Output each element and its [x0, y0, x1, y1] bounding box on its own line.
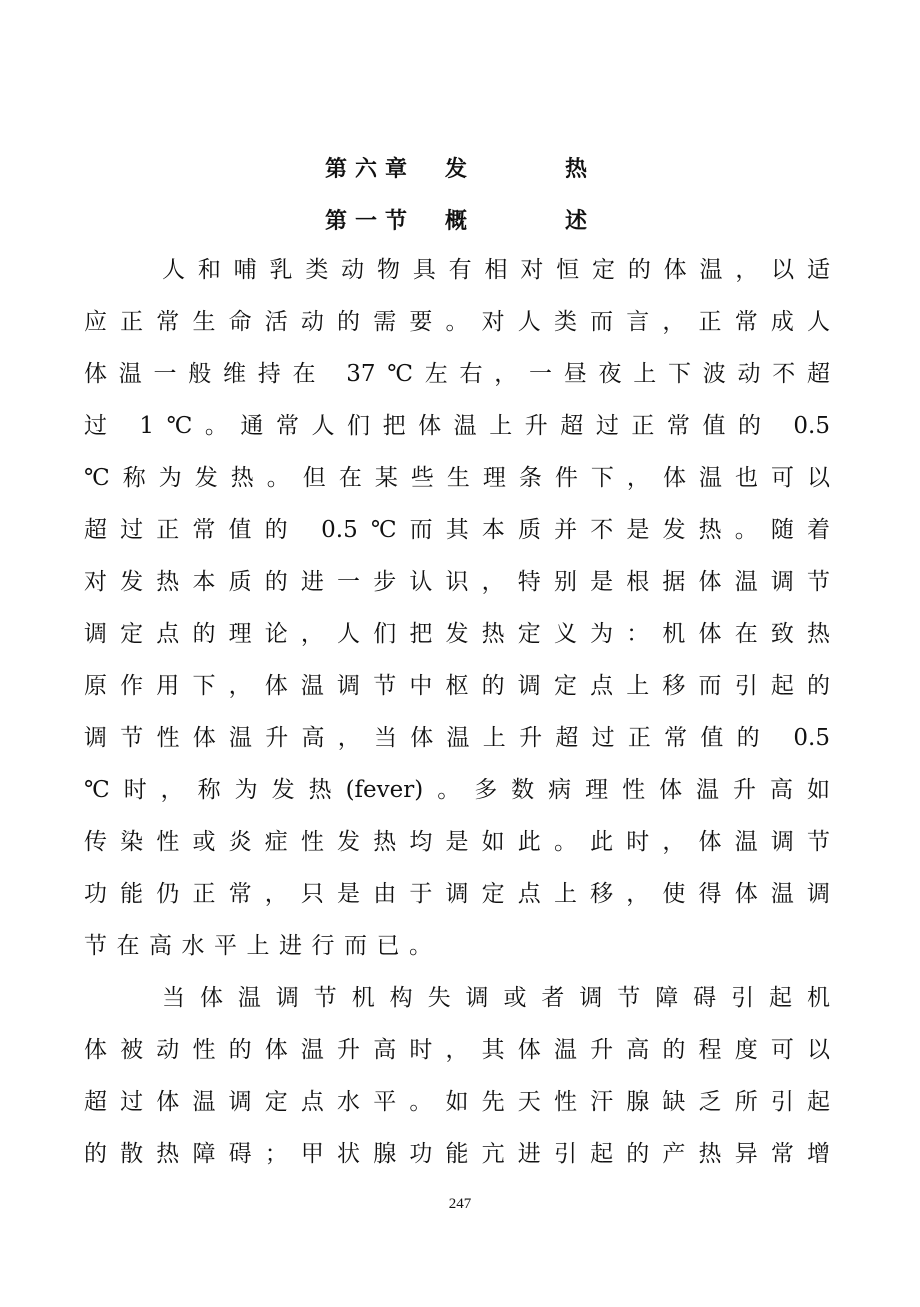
text-line: 应正常生命活动的需要。对人类而言，正常成人	[84, 309, 830, 335]
text-line: 超过体温调定点水平。如先天性汗腺缺乏所引起	[84, 1089, 830, 1115]
text-line: 人和哺乳类动物具有相对恒定的体温，以适	[162, 257, 830, 283]
text-line: 的散热障碍；甲状腺功能亢进引起的产热异常增	[84, 1141, 830, 1167]
page-number: 247	[448, 1196, 472, 1212]
text-line: 功能仍正常，只是由于调定点上移，使得体温调	[84, 881, 830, 907]
chapter-title: 第六章 发 热	[324, 157, 595, 182]
text-line: 过 1℃。通常人们把体温上升超过正常值的 0.5	[84, 413, 830, 439]
text-line: 超过正常值的 0.5℃而其本质并不是发热。随着	[84, 517, 830, 543]
section-title: 第一节 概 述	[324, 209, 595, 234]
text-line: 原作用下，体温调节中枢的调定点上移而引起的	[84, 673, 830, 699]
text-line: 传染性或炎症性发热均是如此。此时，体温调节	[84, 829, 830, 855]
text-line: 节在高水平上进行而已。	[84, 933, 442, 959]
text-line: 对发热本质的进一步认识，特别是根据体温调节	[84, 569, 830, 595]
text-line: 调定点的理论，人们把发热定义为：机体在致热	[84, 621, 830, 647]
text-line: ℃时，称为发热(fever)。多数病理性体温升高如	[84, 777, 830, 803]
text-line: 调节性体温升高，当体温上升超过正常值的 0.5	[84, 725, 830, 751]
text-line: ℃称为发热。但在某些生理条件下，体温也可以	[84, 465, 830, 491]
text-line: 当体温调节机构失调或者调节障碍引起机	[162, 985, 830, 1011]
text-line: 体被动性的体温升高时，其体温升高的程度可以	[84, 1037, 830, 1063]
text-line: 体温一般维持在 37℃左右，一昼夜上下波动不超	[84, 361, 830, 387]
